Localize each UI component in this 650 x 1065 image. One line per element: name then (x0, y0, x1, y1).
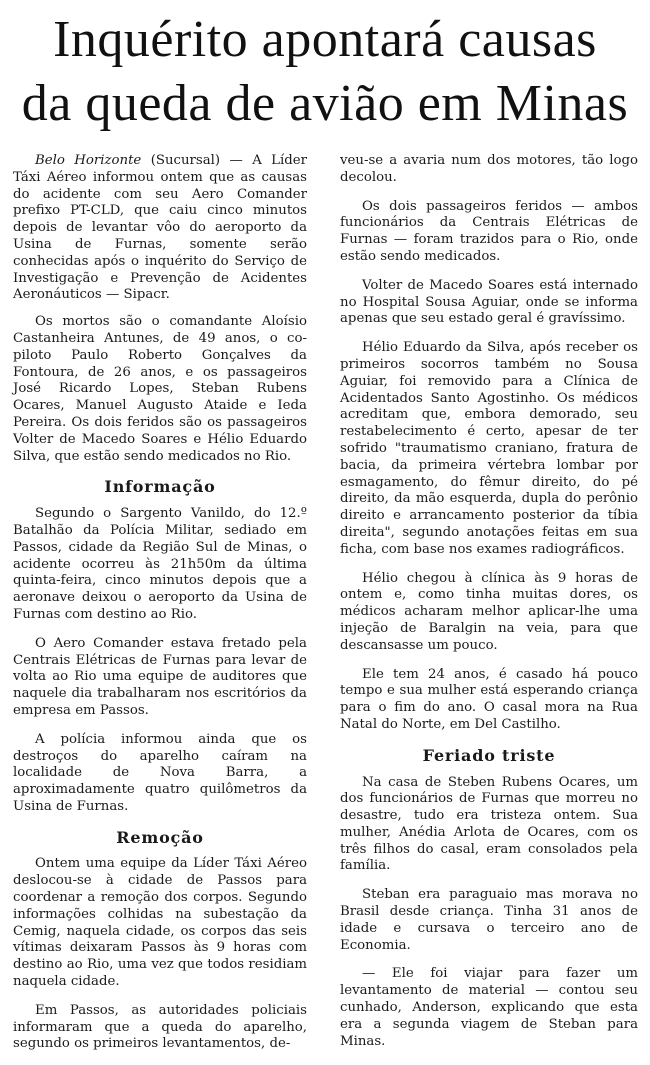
article-paragraph: A polícia informou ainda que os destroços do aparelho caíram na localidade de Nova Barra, a aproximadamente quatro quilômetros da Usina de Furnas. (13, 731, 307, 814)
section-heading-informacao: Informação (104, 477, 216, 497)
section-heading-remocao: Remoção (116, 827, 204, 847)
article-paragraph: Steban era paraguaio mas morava no Brasil desde criança. Tinha 31 anos de idade e cursava o terceiro ano de Economia. (340, 887, 638, 953)
article-paragraph: Em Passos, as autoridades policiais informaram que a queda do aparelho, segundo os primeiros levantamentos, de- (13, 1002, 307, 1052)
headline (10, 8, 640, 136)
article-paragraph: Hélio chegou à clínica às 9 horas de ontem e, como tinha muitas dores, os médicos acharam melhor aplicar-lhe uma injeção de Baralgin na veia, para que descansasse um pouco. (340, 570, 638, 653)
headline-line-2: da queda de avião em Minas (21, 75, 629, 132)
article-paragraph: Ontem uma equipe da Líder Táxi Aéreo deslocou-se à cidade de Passos para coordenar a remoção dos corpos. Segundo informações colhidas na subestação da Cemig, naquela cidade, os corpos das seis vítimas deixaram Passos às 9 horas com destino ao Rio, uma vez que todos residiam naquela cidade. (13, 856, 307, 990)
lead-paragraph (13, 153, 307, 304)
article-paragraph: O Aero Comander estava fretado pela Centrais Elétricas de Furnas para levar de volta ao Rio uma equipe de auditores que naquele dia trabalharam nos escritórios da empresa em Passos. (13, 635, 307, 718)
article-paragraph: — Ele foi viajar para fazer um levantamento de material — contou seu cunhado, Anderson, explicando que esta era a segunda viagem de Steban para Minas. (340, 966, 638, 1049)
victims-paragraph: Os mortos são o comandante Aloísio Castanheira Antunes, de 49 anos, o co-piloto Paulo Roberto Gonçalves da Fontoura, de 26 anos, e os passageiros José Ricardo Lopes, Steban Rubens Ocares, Manuel Augusto Ataide e Ieda Pereira. Os dois feridos são os passageiros Volter de Macedo Soares e Hélio Eduardo Silva, que estão sendo medicados no Rio. (13, 314, 307, 464)
article-paragraph: Volter de Macedo Soares está internado no Hospital Sousa Aguiar, onde se informa apenas que seu estado geral é gravíssimo. (340, 277, 638, 327)
article-paragraph: Segundo o Sargento Vanildo, do 12.º Batalhão da Polícia Militar, sediado em Passos, cidade da Região Sul de Minas, o acidente ocorreu às 21h50m da última quinta-feira, cinco minutos depois que a aeronave deixou o aeroporto da Usina de Furnas com destino ao Rio. (13, 506, 307, 622)
lead-text: (Sucursal) — A Líder Táxi Aéreo informou ontem que as causas do acidente com seu Aero Comander prefixo PT-CLD, que caiu cinco minutos depois de levantar vôo do aeroporto da Usina de Furnas, somente serão conhecidas após o inquérito do Serviço de Investigação e Prevenção de Acidentes Aeronáuticos — Sipacr. (13, 153, 308, 303)
article-paragraph: Ele tem 24 anos, é casado há pouco tempo e sua mulher está esperando criança para o fim do ano. O casal mora na Rua Natal do Norte, em Del Castilho. (340, 666, 638, 732)
article-paragraph: Os dois passageiros feridos — ambos funcionários da Centrais Elétricas de Furnas — foram trazidos para o Rio, onde estão sendo medicados. (340, 198, 638, 264)
dateline: Belo Horizonte (35, 153, 142, 168)
right-column (340, 153, 638, 1062)
article-paragraph: Na casa de Steben Rubens Ocares, um dos funcionários de Furnas que morreu no desastre, tudo era tristeza ontem. Sua mulher, Anédia Arlota de Ocares, com os três filhos do casal, eram consolados pela família. (340, 774, 638, 874)
left-column (13, 153, 307, 1065)
article-paragraph: Hélio Eduardo da Silva, após receber os primeiros socorros também no Sousa Aguiar, foi removido para a Clínica de Acidentados Santo Agostinho. Os médicos acreditam que, embora demorado, seu restabelecimento é certo, apesar de ter sofrido "traumatismo craniano, fratura de bacia, da primeira vértebra lombar por esmagamento, do fêmur direito, do pé direito, da mão esquerda, dupla do perônio direito e arrancamento posterior da tíbia direita", segundo anotações feitas em sua ficha, com base nos exames radiográficos. (340, 340, 638, 557)
headline-line-1: Inquérito apontará causas (53, 11, 597, 68)
continued-paragraph: veu-se a avaria num dos motores, tão logo decolou. (340, 153, 638, 185)
section-heading-feriado-triste: Feriado triste (422, 745, 556, 765)
